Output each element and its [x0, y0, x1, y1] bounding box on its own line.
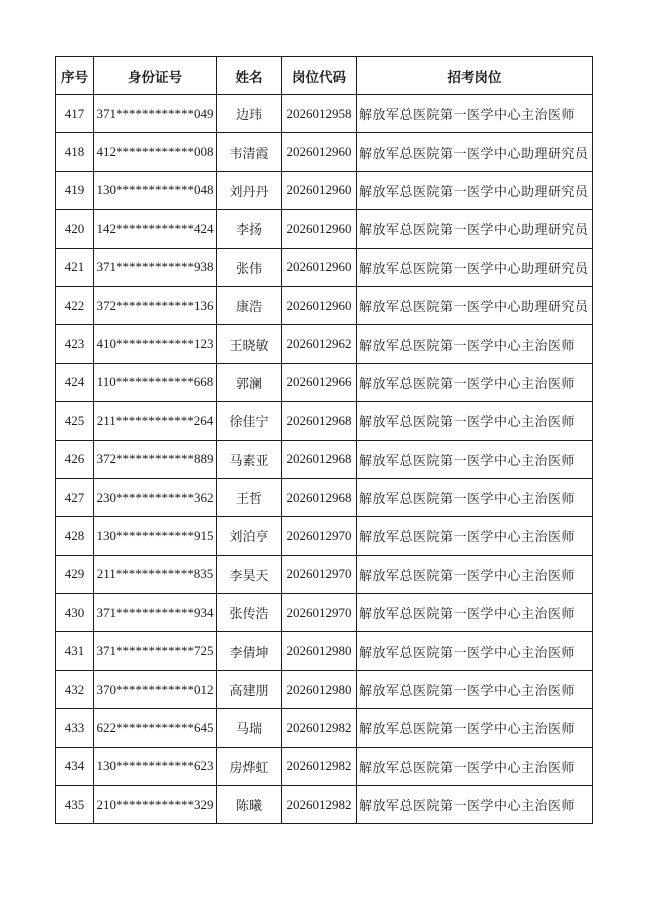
cell-id-number: 412************008 [94, 133, 217, 171]
cell-id-number: 130************048 [94, 171, 217, 209]
table-row [56, 286, 593, 324]
table-row [56, 402, 593, 440]
cell-serial: 424 [56, 363, 94, 401]
cell-name: 刘丹丹 [217, 171, 282, 209]
cell-position-code: 2026012966 [282, 363, 357, 401]
table-row [56, 709, 593, 747]
cell-recruitment-position: 解放军总医院第一医学中心助理研究员 [357, 248, 593, 286]
cell-position-code: 2026012968 [282, 478, 357, 516]
cell-name: 徐佳宁 [217, 402, 282, 440]
cell-serial: 433 [56, 709, 94, 747]
cell-id-number: 210************329 [94, 786, 217, 824]
cell-serial: 435 [56, 786, 94, 824]
cell-recruitment-position: 解放军总医院第一医学中心主治医师 [357, 363, 593, 401]
table-row [56, 632, 593, 670]
cell-position-code: 2026012960 [282, 171, 357, 209]
cell-position-code: 2026012970 [282, 517, 357, 555]
cell-serial: 421 [56, 248, 94, 286]
cell-serial: 427 [56, 478, 94, 516]
table-row [56, 440, 593, 478]
table-row [56, 210, 593, 248]
table-row [56, 133, 593, 171]
table-row [56, 95, 593, 133]
cell-name: 马素亚 [217, 440, 282, 478]
cell-recruitment-position: 解放军总医院第一医学中心助理研究员 [357, 286, 593, 324]
cell-recruitment-position: 解放军总医院第一医学中心主治医师 [357, 440, 593, 478]
cell-position-code: 2026012968 [282, 402, 357, 440]
cell-position-code: 2026012982 [282, 709, 357, 747]
cell-position-code: 2026012960 [282, 286, 357, 324]
cell-position-code: 2026012958 [282, 95, 357, 133]
table-row [56, 171, 593, 209]
cell-serial: 425 [56, 402, 94, 440]
cell-recruitment-position: 解放军总医院第一医学中心助理研究员 [357, 210, 593, 248]
cell-recruitment-position: 解放军总医院第一医学中心主治医师 [357, 670, 593, 708]
cell-position-code: 2026012982 [282, 786, 357, 824]
cell-id-number: 372************136 [94, 286, 217, 324]
cell-id-number: 370************012 [94, 670, 217, 708]
cell-serial: 431 [56, 632, 94, 670]
cell-id-number: 372************889 [94, 440, 217, 478]
cell-name: 房烨虹 [217, 747, 282, 785]
cell-position-code: 2026012970 [282, 555, 357, 593]
cell-position-code: 2026012960 [282, 133, 357, 171]
cell-serial: 426 [56, 440, 94, 478]
cell-serial: 419 [56, 171, 94, 209]
cell-name: 康浩 [217, 286, 282, 324]
col-header-recruitment-position: 招考岗位 [357, 57, 593, 95]
cell-id-number: 371************049 [94, 95, 217, 133]
cell-id-number: 130************623 [94, 747, 217, 785]
cell-recruitment-position: 解放军总医院第一医学中心主治医师 [357, 95, 593, 133]
cell-name: 马瑞 [217, 709, 282, 747]
table-row [56, 517, 593, 555]
cell-position-code: 2026012980 [282, 670, 357, 708]
cell-serial: 418 [56, 133, 94, 171]
cell-recruitment-position: 解放军总医院第一医学中心主治医师 [357, 325, 593, 363]
table-row [56, 555, 593, 593]
cell-id-number: 371************934 [94, 594, 217, 632]
cell-recruitment-position: 解放军总医院第一医学中心主治医师 [357, 594, 593, 632]
cell-position-code: 2026012980 [282, 632, 357, 670]
table-row [56, 325, 593, 363]
cell-id-number: 410************123 [94, 325, 217, 363]
cell-position-code: 2026012968 [282, 440, 357, 478]
cell-id-number: 371************938 [94, 248, 217, 286]
header-row [56, 57, 593, 95]
table-row [56, 363, 593, 401]
cell-id-number: 130************915 [94, 517, 217, 555]
cell-name: 王哲 [217, 478, 282, 516]
cell-name: 高建朋 [217, 670, 282, 708]
cell-name: 郭澜 [217, 363, 282, 401]
cell-recruitment-position: 解放军总医院第一医学中心主治医师 [357, 517, 593, 555]
cell-recruitment-position: 解放军总医院第一医学中心主治医师 [357, 478, 593, 516]
col-header-id-number: 身份证号 [94, 57, 217, 95]
table-row [56, 594, 593, 632]
cell-position-code: 2026012970 [282, 594, 357, 632]
cell-recruitment-position: 解放军总医院第一医学中心助理研究员 [357, 133, 593, 171]
cell-recruitment-position: 解放军总医院第一医学中心主治医师 [357, 555, 593, 593]
table-row [56, 786, 593, 824]
cell-name: 李昊天 [217, 555, 282, 593]
cell-name: 刘泊亨 [217, 517, 282, 555]
cell-serial: 429 [56, 555, 94, 593]
cell-serial: 430 [56, 594, 94, 632]
cell-recruitment-position: 解放军总医院第一医学中心助理研究员 [357, 171, 593, 209]
cell-recruitment-position: 解放军总医院第一医学中心主治医师 [357, 402, 593, 440]
recruitment-roster-table [55, 56, 593, 824]
cell-name: 王晓敏 [217, 325, 282, 363]
cell-serial: 434 [56, 747, 94, 785]
cell-serial: 417 [56, 95, 94, 133]
cell-id-number: 230************362 [94, 478, 217, 516]
table-body [56, 95, 593, 824]
cell-name: 张伟 [217, 248, 282, 286]
cell-name: 李扬 [217, 210, 282, 248]
cell-id-number: 142************424 [94, 210, 217, 248]
cell-recruitment-position: 解放军总医院第一医学中心主治医师 [357, 632, 593, 670]
cell-serial: 428 [56, 517, 94, 555]
cell-position-code: 2026012960 [282, 210, 357, 248]
cell-position-code: 2026012982 [282, 747, 357, 785]
cell-id-number: 211************264 [94, 402, 217, 440]
cell-position-code: 2026012962 [282, 325, 357, 363]
cell-id-number: 110************668 [94, 363, 217, 401]
cell-name: 张传浩 [217, 594, 282, 632]
col-header-position-code: 岗位代码 [282, 57, 357, 95]
cell-id-number: 622************645 [94, 709, 217, 747]
cell-recruitment-position: 解放军总医院第一医学中心主治医师 [357, 709, 593, 747]
cell-serial: 423 [56, 325, 94, 363]
cell-serial: 422 [56, 286, 94, 324]
cell-name: 李倩坤 [217, 632, 282, 670]
cell-position-code: 2026012960 [282, 248, 357, 286]
cell-id-number: 211************835 [94, 555, 217, 593]
table-row [56, 747, 593, 785]
cell-name: 陈曦 [217, 786, 282, 824]
cell-recruitment-position: 解放军总医院第一医学中心主治医师 [357, 747, 593, 785]
cell-serial: 420 [56, 210, 94, 248]
cell-name: 韦清霞 [217, 133, 282, 171]
table-row [56, 478, 593, 516]
cell-name: 边玮 [217, 95, 282, 133]
col-header-serial: 序号 [56, 57, 94, 95]
table-row [56, 670, 593, 708]
col-header-name: 姓名 [217, 57, 282, 95]
cell-serial: 432 [56, 670, 94, 708]
table-row [56, 248, 593, 286]
cell-recruitment-position: 解放军总医院第一医学中心主治医师 [357, 786, 593, 824]
cell-id-number: 371************725 [94, 632, 217, 670]
